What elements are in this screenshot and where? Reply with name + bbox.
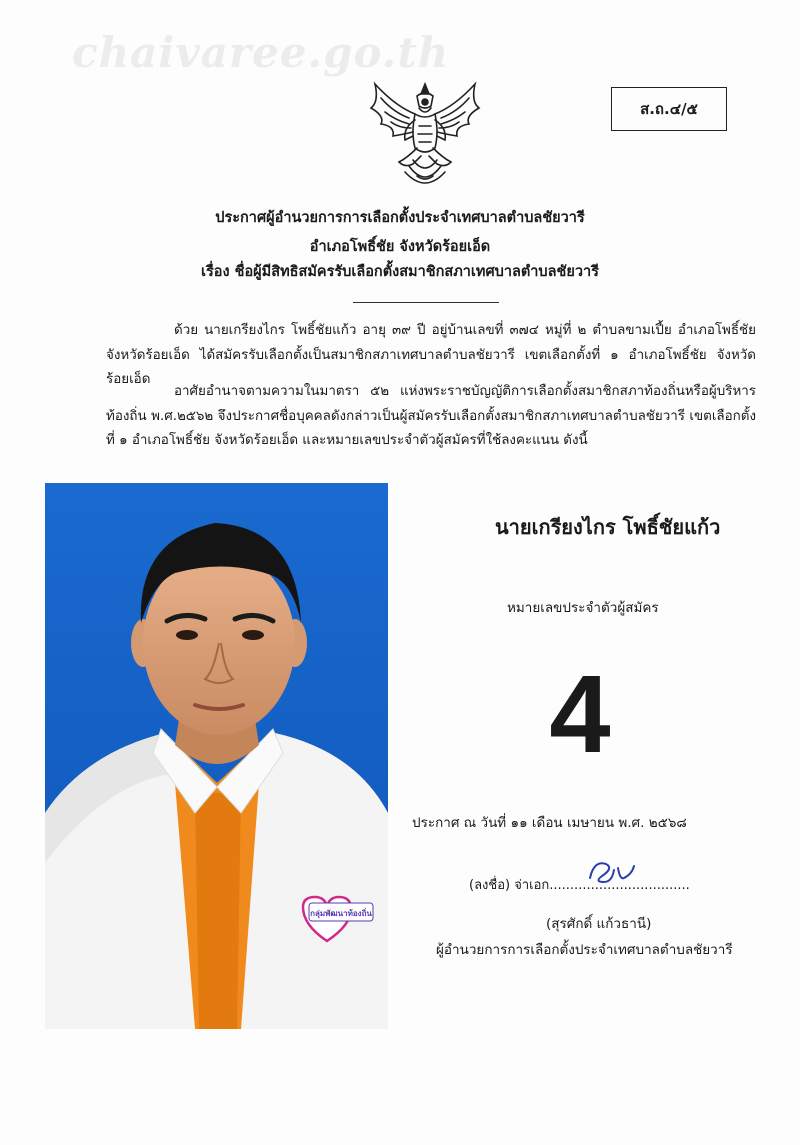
announcement-district: อำเภอโพธิ์ชัย จังหวัดร้อยเอ็ด xyxy=(309,239,491,255)
body-paragraph-1: ด้วย นายเกรียงไกร โพธิ์ชัยแก้ว อายุ ๓๙ ปี อยู่บ้านเลขที่ ๓๗๔ หมู่ที่ ๒ ตำบลขามเปี้ย อำเภอโพธิ์ชัย จังหวัดร้อยเอ็ด ได้สมัครรับเลือกตั้งเป็นสมาชิกสภาเทศบาลตำบลชัยวารี เขตเลือกตั้งที่ ๑ อำเภอโพธิ์ชัย จังหวัดร้อยเอ็ด xyxy=(106,323,756,387)
heading-divider xyxy=(353,302,499,303)
handwritten-signature xyxy=(584,856,640,892)
form-code-box: ส.ถ.๔/๕ xyxy=(611,87,727,131)
candidate-photo xyxy=(45,483,388,1029)
garuda-emblem-icon xyxy=(365,76,485,194)
signer-name: (สุรศักดิ์ แก้วธานี) xyxy=(546,916,652,932)
signature-prefix: (ลงชื่อ) จ่าเอก xyxy=(469,878,550,893)
signature-line xyxy=(469,874,690,895)
announcement-title: ประกาศผู้อำนวยการการเลือกตั้งประจำเทศบาลตำบลชัยวารี xyxy=(215,210,585,226)
announcement-subject: เรื่อง ชื่อผู้มีสิทธิสมัครรับเลือกตั้งสมาชิกสภาเทศบาลตำบลชัยวารี xyxy=(201,264,599,280)
watermark: chaivaree.go.th xyxy=(72,28,450,77)
signer-title: ผู้อำนวยการการเลือกตั้งประจำเทศบาลตำบลชัยวารี xyxy=(436,942,733,958)
body-paragraph-2: อาศัยอำนาจตามความในมาตรา ๕๒ แห่งพระราชบัญญัติการเลือกตั้งสมาชิกสภาท้องถิ่นหรือผู้บริหารท้องถิ่น พ.ศ.๒๕๖๒ จึงประกาศชื่อบุคคลดังกล่าวเป็นผู้สมัครรับเลือกตั้งสมาชิกสภาเทศบาลตำบลชัยวารี เขตเลือกตั้งที่ ๑ อำเภอโพธิ์ชัย จังหวัดร้อยเอ็ด และหมายเลขประจำตัวผู้สมัครที่ใช้ลงคะแนน ดังนี้ xyxy=(106,384,756,448)
signature-dots: .................................. xyxy=(549,878,690,893)
announcement-date: ประกาศ ณ วันที่ ๑๑ เดือน เมษายน พ.ศ. ๒๕๖๘ xyxy=(412,815,687,831)
badge-text: กลุ่มพัฒนาท้องถิ่น xyxy=(310,909,372,918)
candidate-number-label: หมายเลขประจำตัวผู้สมัคร xyxy=(507,600,659,616)
candidate-name: นายเกรียงไกร โพธิ์ชัยแก้ว xyxy=(495,515,721,539)
candidate-number: 4 xyxy=(549,653,611,776)
